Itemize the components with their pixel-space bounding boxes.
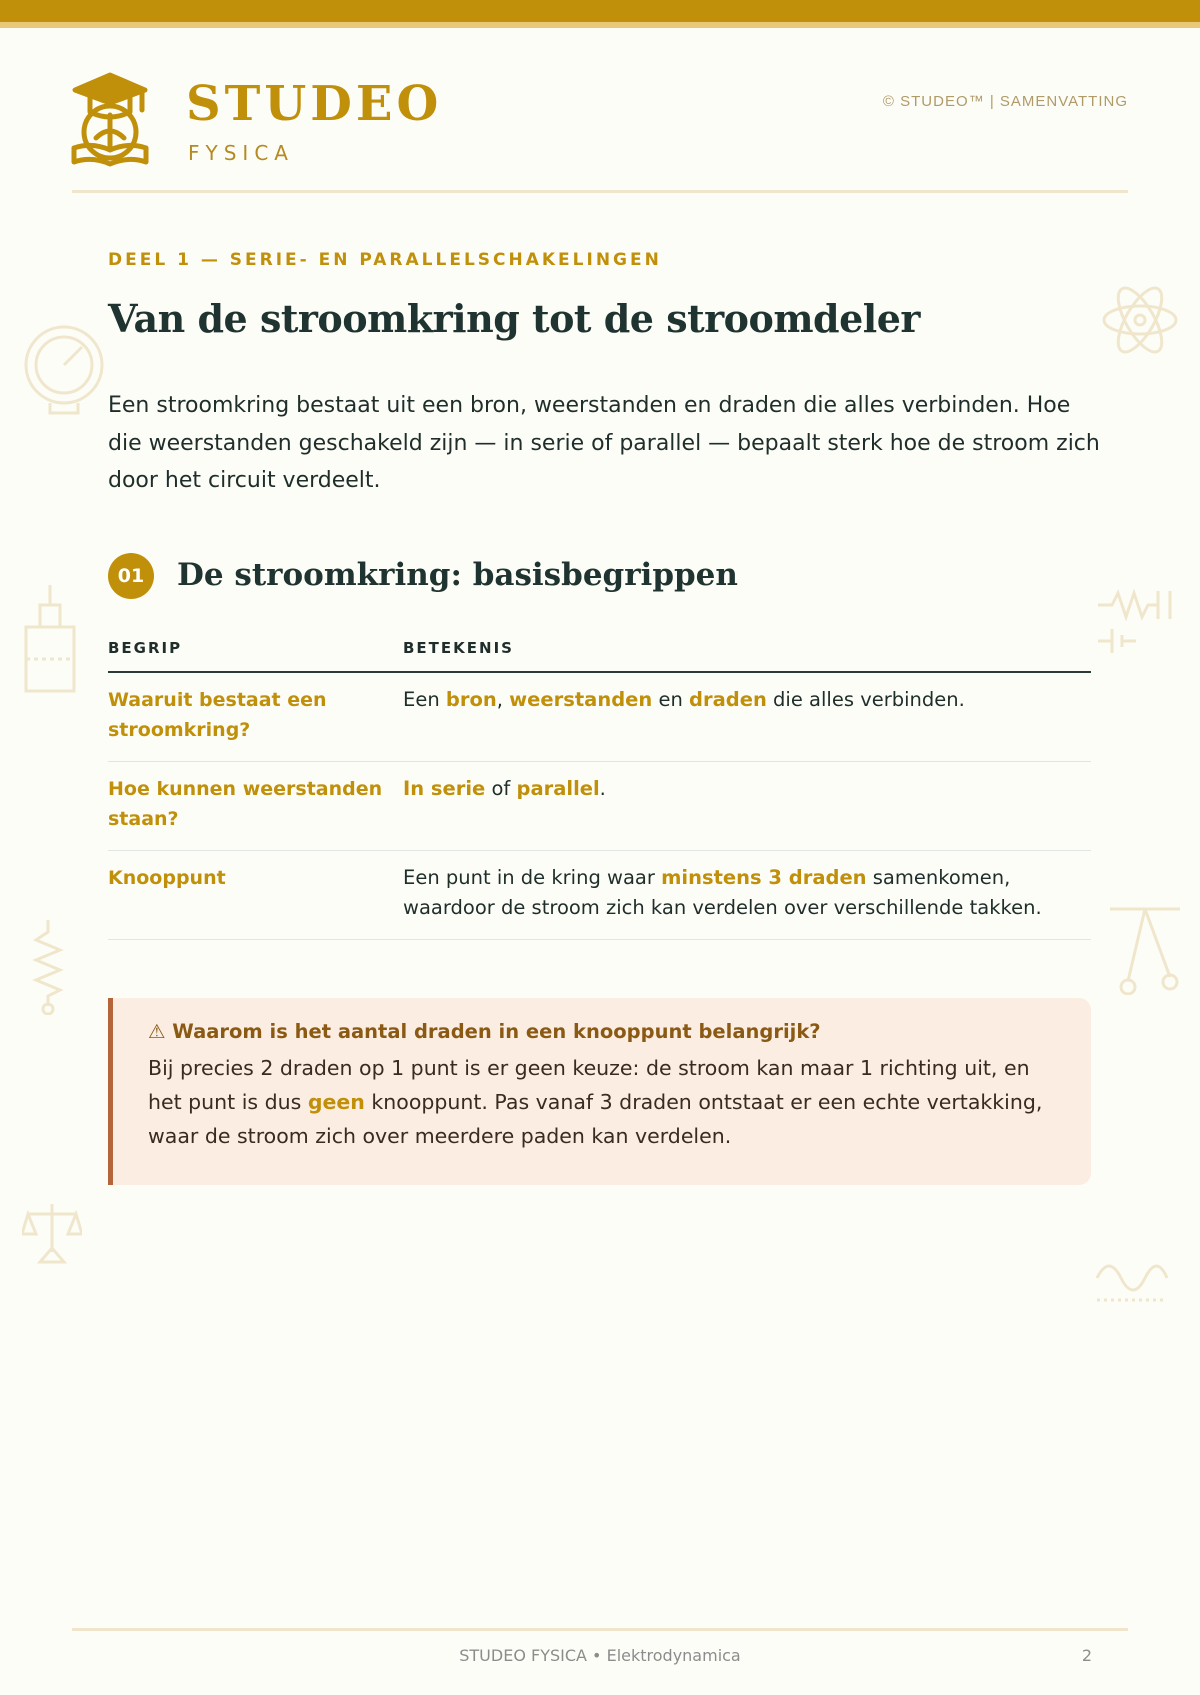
copyright-notice: © STUDEO™ | SAMENVATTING <box>882 93 1128 110</box>
footer-text: STUDEO FYSICA • Elektrodynamica <box>459 1646 741 1665</box>
battery-icon <box>22 585 78 695</box>
text-segment: knooppunt. Pas vanaf 3 draden ontstaat er een echte vertakking, waar de stroom zich over meerdere paden kan verdelen. <box>148 1090 1043 1148</box>
subsection-title: De stroomkring: basisbegrippen <box>177 557 738 593</box>
studeo-logo-icon <box>70 70 160 170</box>
section-number-badge: 01 <box>108 553 154 599</box>
page-title: Van de stroomkring tot de stroomdeler <box>108 296 920 341</box>
callout-body <box>148 1051 1061 1153</box>
column-header-betekenis: BETEKENIS <box>403 639 514 657</box>
atom-icon <box>1100 283 1180 357</box>
page-number: 2 <box>1081 1646 1092 1665</box>
table-row <box>108 762 1091 851</box>
text-segment: Een <box>403 688 446 711</box>
text-segment: Bij precies 2 draden op 1 punt is er geen keuze: de stroom kan maar 1 richting uit, en het punt is dus <box>148 1056 1030 1114</box>
section-label: DEEL 1 — SERIE- EN PARALLELSCHAKELINGEN <box>108 250 662 270</box>
table-definition <box>403 774 1091 850</box>
table-definition <box>403 685 1091 761</box>
highlighted-term: geen <box>307 1090 365 1114</box>
header-divider <box>72 190 1128 193</box>
text-segment: die alles verbinden. <box>766 688 965 711</box>
table-term: Waaruit bestaat een stroomkring? <box>108 689 327 741</box>
gauge-icon <box>22 325 106 417</box>
highlighted-term: In serie <box>403 777 486 800</box>
table-header <box>108 633 1091 673</box>
text-segment: en <box>652 688 690 711</box>
highlighted-term: weerstanden <box>509 688 653 711</box>
table-term: Hoe kunnen weerstanden staan? <box>108 778 383 830</box>
highlighted-term: minstens 3 draden <box>661 866 867 889</box>
top-accent-stripe <box>0 22 1200 28</box>
table-row <box>108 851 1091 940</box>
highlighted-term: draden <box>689 688 767 711</box>
column-header-begrip: BEGRIP <box>108 639 183 657</box>
text-segment: Een punt in de kring waar <box>403 866 662 889</box>
text-segment: . <box>599 777 606 800</box>
warning-callout <box>108 998 1091 1185</box>
highlighted-term: parallel <box>516 777 600 800</box>
pendulum-icon <box>1110 905 1180 995</box>
highlighted-term: bron <box>445 688 497 711</box>
callout-title: ⚠ Waarom is het aantal draden in een knooppunt belangrijk? <box>148 1020 821 1043</box>
wave-icon <box>1095 1258 1169 1304</box>
brand-name: STUDEO <box>186 76 443 132</box>
brand-subtitle: FYSICA <box>188 141 294 165</box>
text-segment: samenkomen, waardoor de stroom zich kan verdelen over verschillende takken. <box>403 866 1042 919</box>
table-definition <box>403 863 1091 939</box>
top-accent-bar <box>0 0 1200 22</box>
resistor-circuit-icon <box>1098 585 1174 655</box>
table-row <box>108 673 1091 762</box>
scale-icon <box>22 1200 82 1266</box>
resistor-icon <box>30 920 66 1015</box>
text-segment: of <box>485 777 517 800</box>
text-segment: , <box>496 688 510 711</box>
intro-paragraph: Een stroomkring bestaat uit een bron, weerstanden en draden die alles verbinden. Hoe die weerstanden geschakeld zijn — in serie of parallel — bepaalt sterk hoe de stroom zich door het circuit verdeelt. <box>108 393 1100 493</box>
footer-divider <box>72 1628 1128 1631</box>
definitions-table <box>108 633 1091 940</box>
table-term: Knooppunt <box>108 867 226 889</box>
